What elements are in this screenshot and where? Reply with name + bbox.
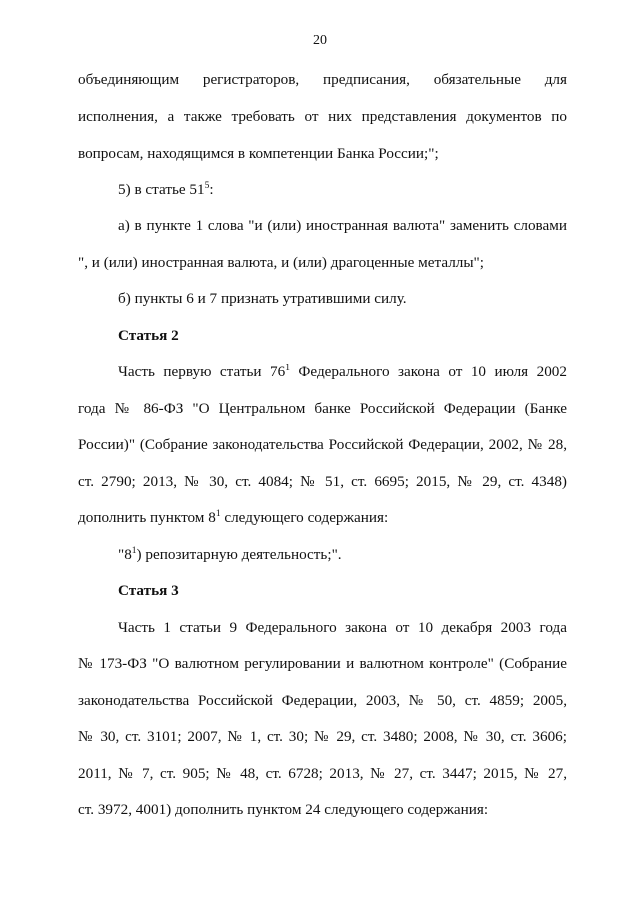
paragraph-line: Часть 1 статьи 9 Федерального закона от 10 декабря 2003 года	[118, 620, 567, 636]
paragraph-line: ", и (или) иностранная валюта, и (или) драгоценные металлы";	[78, 254, 484, 271]
text-segment: :	[209, 181, 214, 198]
page-number: 20	[313, 33, 327, 48]
superscript: 1	[131, 546, 137, 556]
text-segment: Часть первую статьи 76	[118, 364, 286, 380]
paragraph-line	[78, 510, 388, 525]
paragraph-line: № 30, ст. 3101; 2007, № 1, ст. 30; № 29, ст. 3480; 2008, № 30, ст. 3606;	[78, 729, 567, 745]
article-heading: Статья 3	[118, 582, 179, 599]
paragraph-line: законодательства Российской Федерации, 2003, № 50, ст. 4859; 2005,	[78, 693, 567, 709]
paragraph-line: России)" (Собрание законодательства Российской Федерации, 2002, № 28,	[78, 437, 567, 453]
text-segment: следующего содержания:	[220, 509, 389, 526]
paragraph-line: вопросам, находящимся в компетенции Банка России;";	[78, 145, 439, 162]
superscript: 5	[204, 181, 210, 191]
quoted-item	[118, 547, 342, 562]
text-segment: дополнить пунктом 8	[78, 509, 216, 526]
paragraph-line: объединяющим регистраторов, предписания, обязательные для	[78, 72, 567, 88]
text-segment: ) репозитарную деятельность;".	[136, 546, 342, 563]
paragraph-line: 2011, № 7, ст. 905; № 48, ст. 6728; 2013, № 27, ст. 3447; 2015, № 27,	[78, 766, 567, 782]
list-item-article-51-5	[118, 182, 214, 197]
list-item-b: б) пункты 6 и 7 признать утратившими силу.	[118, 290, 407, 307]
text-segment: 5) в статье 51	[118, 181, 205, 198]
text-segment: "8	[118, 546, 132, 563]
paragraph-line: исполнения, а также требовать от них представления документов по	[78, 109, 567, 125]
paragraph-line	[118, 364, 567, 382]
superscript: 1	[285, 364, 290, 373]
paragraph-line: № 173-ФЗ "О валютном регулировании и валютном контроле" (Собрание	[78, 656, 567, 672]
paragraph-line: года № 86-ФЗ "О Центральном банке Российской Федерации (Банке	[78, 401, 567, 417]
paragraph-line: ст. 3972, 4001) дополнить пунктом 24 следующего содержания:	[78, 801, 489, 818]
paragraph-line: а) в пункте 1 слова "и (или) иностранная валюта" заменить словами	[118, 218, 567, 234]
text-segment: Федерального закона от 10 июля 2002	[289, 364, 567, 380]
paragraph-line: ст. 2790; 2013, № 30, ст. 4084; № 51, ст. 6695; 2015, № 29, ст. 4348)	[78, 474, 567, 490]
superscript: 1	[215, 509, 221, 519]
article-heading: Статья 2	[118, 327, 179, 344]
